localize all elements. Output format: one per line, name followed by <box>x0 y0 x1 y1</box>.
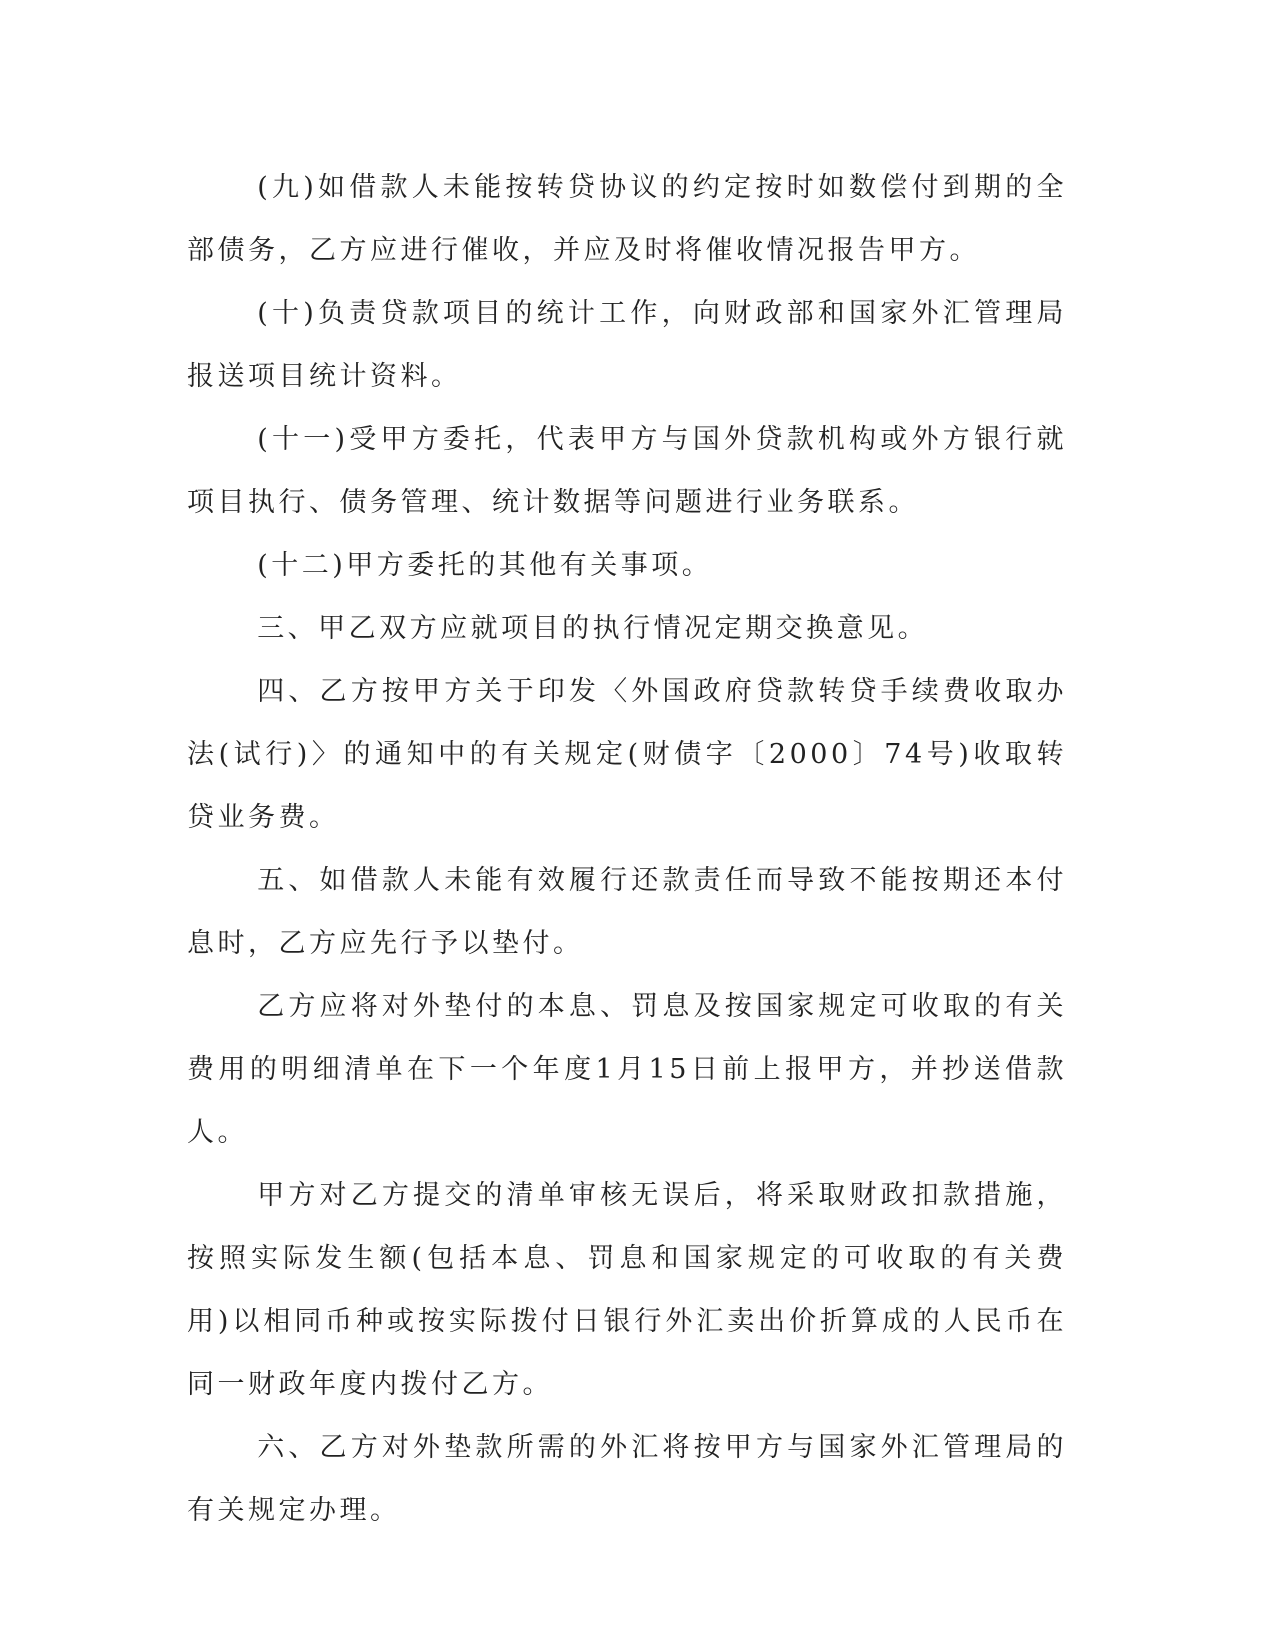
paragraph-section-3: 三、甲乙双方应就项目的执行情况定期交换意见。 <box>257 613 929 644</box>
paragraph-deduction: 甲方对乙方提交的清单审核无误后，将采取财政扣款措施，按照实际发生额(包括本息、罚息和国家规定的可收取的有关费用)以相同币种或按实际拨付日银行外汇卖出价折算成的人民币在同一财政年度内拨付乙方。 <box>187 1180 1067 1400</box>
paragraph-section-6: 六、乙方对外垫款所需的外汇将按甲方与国家外汇管理局的有关规定办理。 <box>187 1432 1067 1526</box>
paragraph-item-11: (十一)受甲方委托，代表甲方与国外贷款机构或外方银行就项目执行、债务管理、统计数据等问题进行业务联系。 <box>187 424 1067 518</box>
document-body <box>187 156 1067 1542</box>
paragraph-item-12: (十二)甲方委托的其他有关事项。 <box>257 550 713 581</box>
paragraph-section-5: 五、如借款人未能有效履行还款责任而导致不能按期还本付息时，乙方应先行予以垫付。 <box>187 865 1067 959</box>
paragraph-item-9: (九)如借款人未能按转贷协议的约定按时如数偿付到期的全部债务，乙方应进行催收，并应及时将催收情况报告甲方。 <box>187 172 1067 266</box>
paragraph-section-4: 四、乙方按甲方关于印发〈外国政府贷款转贷手续费收取办法(试行)〉的通知中的有关规定(财债字〔2000〕74号)收取转贷业务费。 <box>187 676 1067 833</box>
paragraph-advance-list: 乙方应将对外垫付的本息、罚息及按国家规定可收取的有关费用的明细清单在下一个年度1月15日前上报甲方，并抄送借款人。 <box>187 991 1067 1148</box>
paragraph-item-10: (十)负责贷款项目的统计工作，向财政部和国家外汇管理局报送项目统计资料。 <box>187 298 1067 392</box>
